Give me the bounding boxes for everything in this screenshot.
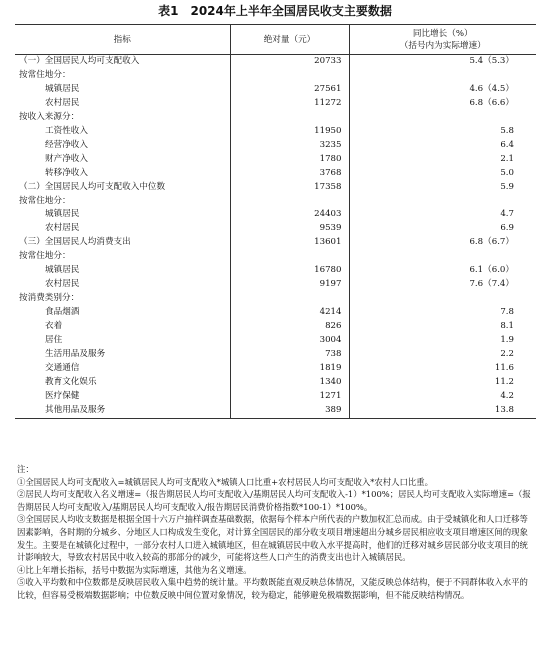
row-growth: 5.4（5.3） (469, 56, 514, 66)
notes-heading: 注： (17, 464, 34, 474)
row-label: 转移净收入 (45, 167, 88, 178)
income-expenditure-table (15, 24, 536, 419)
row-value: 3004 (230, 334, 349, 348)
table-row (15, 236, 536, 250)
table-row (15, 69, 536, 83)
row-label: 按消费类别分： (19, 293, 80, 304)
row-value: 389 (230, 404, 349, 418)
row-growth: 11.6 (494, 362, 514, 373)
row-growth: 4.6（4.5） (469, 83, 514, 94)
row-label: （一）全国居民人均可支配收入 (19, 56, 140, 66)
table-row (15, 111, 536, 125)
table-row (15, 167, 536, 181)
row-value: 1819 (230, 362, 349, 376)
table-row (15, 390, 536, 404)
row-growth: 6.1（6.0） (469, 265, 514, 276)
table-row (15, 208, 536, 222)
row-label: （三）全国居民人均消费支出 (19, 237, 131, 248)
row-value (230, 69, 349, 83)
header-growth-line1: 同比增长（%） (412, 28, 473, 39)
header-growth (349, 25, 536, 55)
table-row (15, 97, 536, 111)
row-label: （二）全国居民人均可支配收入中位数 (19, 181, 166, 192)
row-value: 11272 (230, 97, 349, 111)
row-growth (349, 250, 536, 264)
row-growth: 2.2 (500, 349, 514, 360)
note-item: ②居民人均可支配收入名义增速=（报告期居民人均可支配收入/基期居民人均可支配收入-1）*100%；居民人均可支配收入实际增速=（报告期居民人均可支配收入/基期居民人均可支配收入/报告期居民消费价格指数*100-1）*100%。 (17, 489, 531, 512)
row-growth: 5.8 (500, 125, 514, 136)
note-item: ③全国居民人均收支数据是根据全国十六万户抽样调查基础数据，依据每个样本户所代表的户数加权汇总而成。由于受城镇化和人口迁移等因素影响，各时期的分城乡、分地区人口构成发生变化，对计算全国居民的部分收支项目增速超出分城乡居民相应收支项目增速区间的现象发生。主要是在城镇化过程中，一部分农村人口进入城镇地区，但在城镇居民中收入水平提高时，他们的迁移对城乡居民部分收支项目的统计影响较大，导致农村居民中收入较高的那部分的减少，可能将这些人口产生的消费支出也计入城镇居民。 (17, 514, 528, 563)
row-value: 13601 (230, 236, 349, 250)
row-growth: 5.0 (500, 167, 514, 178)
note-item: ④比上年增长指标，括号中数据为实际增速，其他为名义增速。 (17, 564, 252, 575)
row-growth: 4.2 (500, 390, 514, 401)
header-indicator: 指标 (15, 25, 230, 55)
table-row (15, 125, 536, 139)
row-growth (349, 111, 536, 125)
row-value: 9539 (230, 222, 349, 236)
row-value (230, 292, 349, 306)
row-value: 1271 (230, 390, 349, 404)
row-label: 交通通信 (45, 362, 80, 373)
table-row (15, 376, 536, 390)
row-growth: 6.8（6.7） (469, 237, 514, 248)
row-label: 其他用品及服务 (15, 404, 230, 418)
row-label: 农村居民 (45, 223, 80, 234)
row-value (230, 250, 349, 264)
row-growth: 8.1 (500, 321, 514, 332)
row-label: 经营净收入 (45, 139, 88, 150)
row-value: 16780 (230, 264, 349, 278)
row-value: 4214 (230, 306, 349, 320)
table-title: 表1 2024年上半年全国居民收支主要数据 (158, 4, 392, 18)
row-value (230, 111, 349, 125)
row-growth: 7.8 (500, 307, 514, 318)
row-label: 按常住地分： (19, 251, 71, 262)
table-row (15, 55, 536, 69)
row-value: 27561 (230, 83, 349, 97)
table-row (15, 139, 536, 153)
row-label: 财产净收入 (45, 153, 88, 164)
table-header-row (15, 25, 536, 55)
row-value: 3235 (230, 139, 349, 153)
row-value: 17358 (230, 181, 349, 195)
row-label: 食品烟酒 (45, 307, 80, 318)
table-row (15, 83, 536, 97)
header-growth-line2: （括号内为实际增速） (399, 40, 486, 51)
row-label: 按收入来源分： (19, 111, 80, 122)
table-row (15, 264, 536, 278)
row-label: 生活用品及服务 (45, 349, 106, 360)
table-row (15, 250, 536, 264)
note-item: ⑤收入平均数和中位数都是反映居民收入集中趋势的统计量。平均数既能直观反映总体情况，又能反映总体结构，便于不同群体收入水平的比较，但容易受极端数据影响；中位数反映中间位置对象情况，较为稳定，能够避免极端数据影响，但不能反映结构情况。 (17, 577, 528, 600)
row-value: 20733 (230, 55, 349, 69)
table-row (15, 334, 536, 348)
row-growth: 5.9 (500, 181, 514, 192)
table-row (15, 306, 536, 320)
row-value (230, 195, 349, 209)
row-growth: 1.9 (500, 335, 514, 346)
row-label: 按常住地分： (19, 69, 71, 80)
note-item: ①全国居民人均可支配收入=城镇居民人均可支配收入*城镇人口比重+农村居民人均可支配收入*农村人口比重。 (17, 476, 434, 487)
table-row (15, 222, 536, 236)
row-label: 衣着 (45, 321, 63, 332)
row-label: 农村居民 (45, 97, 80, 108)
row-value: 1780 (230, 153, 349, 167)
row-value: 11950 (230, 125, 349, 139)
row-value: 24403 (230, 208, 349, 222)
table-row (15, 292, 536, 306)
row-label: 医疗保健 (45, 390, 80, 401)
table-body (15, 55, 536, 419)
row-value: 9197 (230, 278, 349, 292)
table-row (15, 278, 536, 292)
row-label: 按常住地分： (19, 195, 71, 206)
table-row (15, 195, 536, 209)
row-label: 农村居民 (45, 279, 80, 290)
table-row (15, 362, 536, 376)
row-growth: 13.8 (349, 404, 536, 418)
row-label: 城镇居民 (45, 209, 80, 220)
row-growth: 6.8（6.6） (469, 97, 514, 108)
row-growth: 7.6（7.4） (469, 279, 514, 290)
table-row (15, 348, 536, 362)
row-growth: 2.1 (500, 153, 514, 164)
notes-section (17, 463, 536, 602)
table-row (15, 404, 536, 418)
row-value: 1340 (230, 376, 349, 390)
row-growth: 4.7 (500, 209, 514, 220)
row-label: 工资性收入 (45, 125, 88, 136)
row-label: 教育文化娱乐 (45, 376, 97, 387)
table-row (15, 320, 536, 334)
row-growth: 6.9 (500, 223, 514, 234)
row-growth (349, 69, 536, 83)
row-growth: 11.2 (494, 376, 514, 387)
row-growth (349, 292, 536, 306)
row-label: 居住 (45, 335, 63, 346)
row-value: 738 (230, 348, 349, 362)
row-growth (349, 195, 536, 209)
row-label: 城镇居民 (45, 83, 80, 94)
table-row (15, 181, 536, 195)
table-row (15, 153, 536, 167)
row-value: 3768 (230, 167, 349, 181)
row-value: 826 (230, 320, 349, 334)
row-label: 城镇居民 (45, 265, 80, 276)
row-growth: 6.4 (500, 139, 514, 150)
header-absolute-value: 绝对量（元） (230, 25, 349, 55)
